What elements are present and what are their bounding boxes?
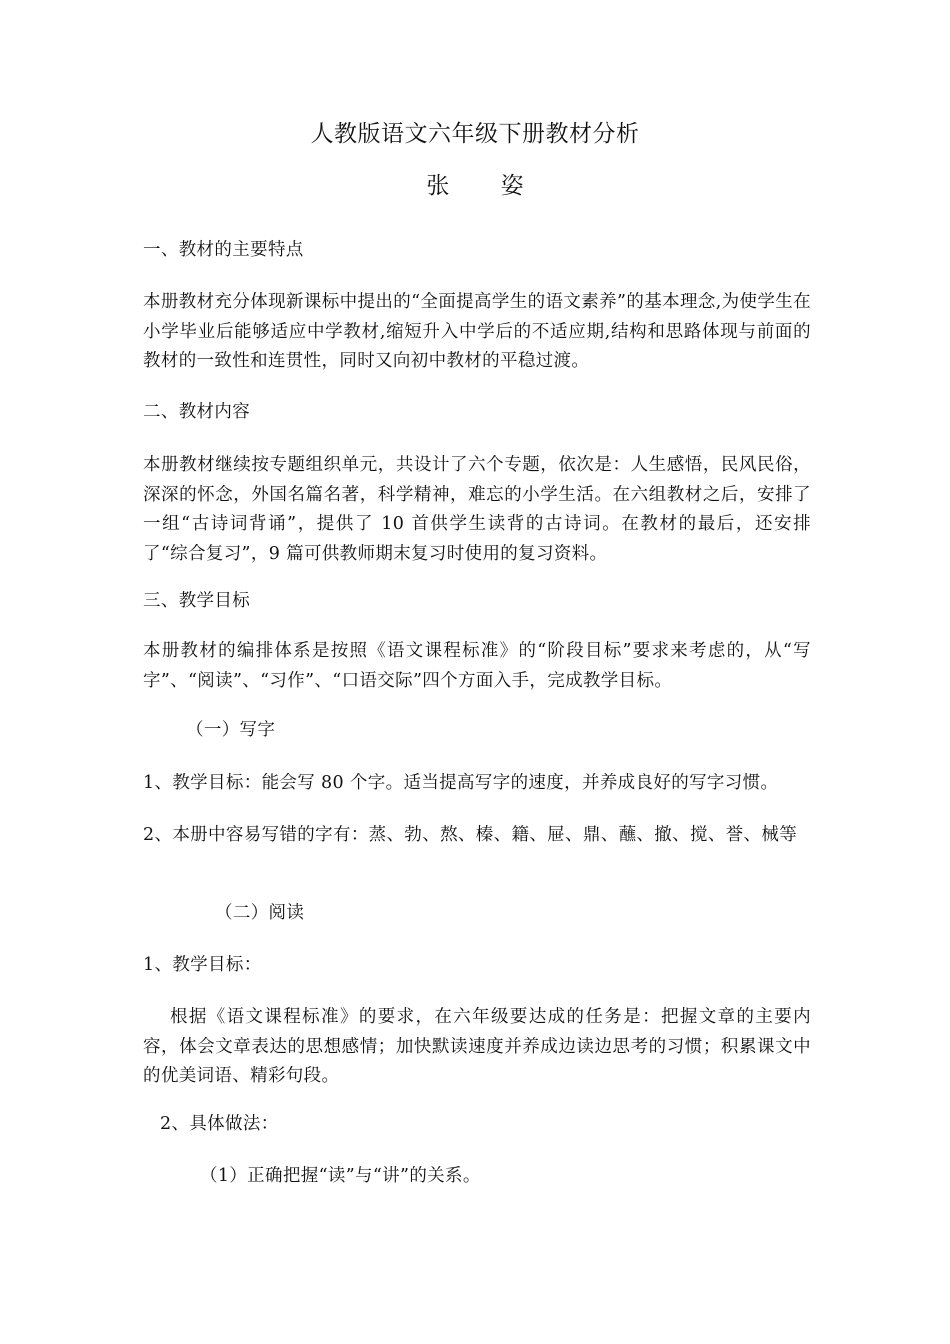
- subheading-writing: （一）写字: [186, 720, 276, 740]
- paragraph-goals: 本册教材的编排体系是按照《语文课程标准》的“阶段目标”要求来考虑的，从“写字”、“阅读”、“习作”、“口语交际”四个方面入手，完成教学目标。: [143, 641, 811, 691]
- reading-item-1: 1、教学目标：: [143, 955, 262, 975]
- section-heading-features: 一、教材的主要特点: [143, 240, 304, 260]
- reading-item-2-point-1: （1）正确把握“读”与“讲”的关系。: [200, 1166, 481, 1186]
- writing-item-1: 1、教学目标：能会写 80 个字。适当提高写字的速度，并养成良好的写字习惯。: [143, 773, 779, 793]
- subheading-reading: （二）阅读: [215, 903, 305, 923]
- paragraph-content: 本册教材继续按专题组织单元，共设计了六个专题，依次是：人生感悟，民风民俗，深深的怀念，外国名篇名著，科学精神，难忘的小学生活。在六组教材之后，安排了一组“古诗词背诵”，提供了 10 首供学生读背的古诗词。在教材的最后，还安排了“综合复习”，9 篇可供教师期末复习时使用的复习资料。: [143, 455, 811, 564]
- reading-item-2: 2、具体做法：: [160, 1114, 279, 1134]
- paragraph-features: 本册教材充分体现新课标中提出的“全面提高学生的语文素养”的基本理念,为使学生在小学毕业后能够适应中学教材,缩短升入中学后的不适应期,结构和思路体现与前面的教材的一致性和连贯性，同时又向初中教材的平稳过渡。: [143, 292, 811, 371]
- reading-item-1-paragraph: 根据《语文课程标准》的要求，在六年级要达成的任务是：把握文章的主要内容，体会文章表达的思想感情；加快默读速度并养成边读边思考的习惯；积累课文中的优美词语、精彩句段。: [143, 1007, 811, 1086]
- writing-item-2: 2、本册中容易写错的字有：蒸、勃、熬、榛、籍、屉、鼎、蘸、撤、搅、誉、械等: [143, 825, 798, 845]
- section-heading-goals: 三、教学目标: [143, 591, 251, 611]
- document-author: 张 姿: [426, 173, 546, 199]
- document-title: 人教版语文六年级下册教材分析: [310, 121, 640, 147]
- section-heading-content: 二、教材内容: [143, 402, 251, 422]
